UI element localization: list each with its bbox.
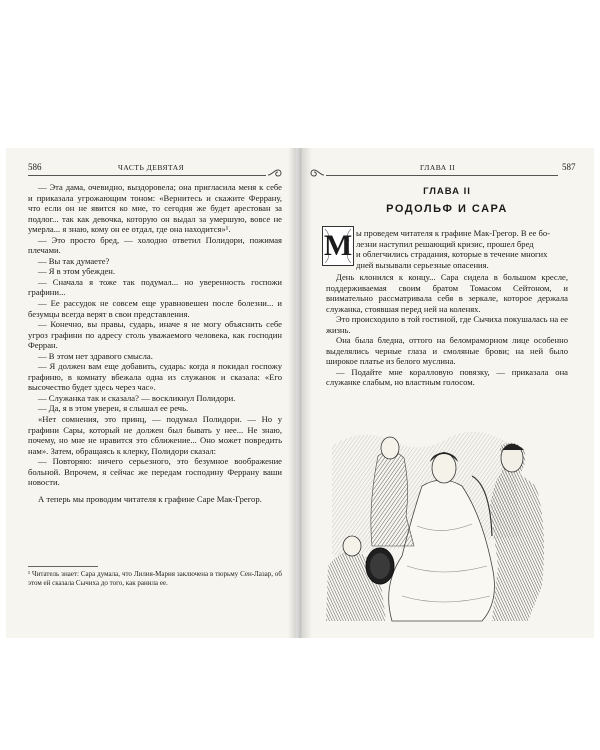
line: ы проведем читателя к графине Мак-Грегор. В ее бо-	[356, 228, 551, 238]
line: дней вызывали серьезные опасения.	[356, 259, 489, 270]
paragraph: — Я должен вам еще добавить, сударь: когда я покидал госпожу графиню, в комнату вбежала одна из служанок и сказала: «Его высочество будет здесь через час».	[28, 361, 282, 393]
book-gutter-shadow	[288, 148, 312, 638]
paragraph: — Конечно, вы правы, сударь, иначе я не могу объяснить себе угроз графини по адресу столь уважаемого человека, как господин Ферран.	[28, 319, 282, 351]
right-running-head: ГЛАВА II	[420, 163, 456, 172]
drop-cap	[322, 226, 354, 266]
left-body-text	[28, 182, 282, 504]
right-page-number: 587	[562, 162, 576, 172]
right-header-rule	[326, 175, 558, 176]
paragraph: Она была бледна, оттого на беломраморном лице особенно выделялись черные глаза и смоляные брови; на ней было широкое платье из белого муслина.	[326, 335, 568, 367]
footnote: ¹ Читатель знает: Сара думала, что Лилия-Мария заключена в тюрьму Сен-Лазар, об этом ей сказала Сычиха до того, как ранила ее.	[28, 570, 282, 587]
left-page	[6, 148, 296, 638]
paragraph: — Это просто бред, — холодно ответил Полидори, пожимая плечами.	[28, 234, 282, 256]
drop-cap-letter: М	[323, 229, 353, 262]
paragraph: — Вы так думаете?	[38, 255, 110, 266]
paragraph: — Эта дама, очевидно, выздоровела; она пригласила меня к себе и приказала угрожающим тоном: «Вернитесь и скажите Феррану, что если он не явится ко мне, то сегодня же будет арестован за подлог... так как девочка, которую он выдал за умершую, вовсе не умерла... я знаю, кому он ее отдал, где она находится»¹.	[28, 182, 282, 235]
footnote-rule	[28, 566, 98, 567]
left-running-head: ЧАСТЬ ДЕВЯТАЯ	[118, 163, 185, 172]
right-page	[300, 148, 594, 638]
paragraph: А теперь мы проводим читателя к графине Саре Мак-Грегор.	[38, 493, 262, 504]
paragraph: — Сначала я тоже так подумал... но уверенность госпожи графини...	[28, 276, 282, 298]
paragraph: День клонился к концу... Сара сидела в большом кресле, поддерживаемая своим братом Томасом Сейтоном, и внимательно рассматривала себя в зеркале, которое держала служанка, стоявшая перед ней на коленях.	[326, 272, 568, 314]
line: лезни наступил решающий кризис, прошел бред	[356, 238, 534, 249]
paragraph: — В этом нет здравого смысла.	[38, 350, 153, 361]
paragraph: — Да, я в этом уверен, я слышал ее речь.	[38, 403, 189, 414]
engraving-illustration	[322, 416, 568, 626]
paragraph: — Повторяю: ничего серьезного, это безумное воображение больной. Впрочем, я сейчас же передам господину Феррану ваши новости.	[28, 456, 282, 488]
paragraph: — Служанка так и сказала? — воскликнул Полидори.	[38, 392, 236, 403]
paragraph: — Подайте мне коралловую повязку, — приказала она служанке слабым, но властным голосом.	[326, 366, 568, 388]
chapter-opening-text	[356, 228, 568, 270]
book-spread	[0, 148, 600, 638]
left-header-rule	[28, 175, 266, 176]
right-body-text	[326, 272, 568, 388]
paragraph: Это происходило в той гостиной, где Сычиха покушалась на ее жизнь.	[326, 314, 568, 335]
left-page-number: 586	[28, 162, 42, 172]
paragraph: «Нет сомнения, это принц, — подумал Полидори. — Но у графини Сары, который не должен был бывать у нее... Не знаю, почему, но мне не нравится это сближение... Оно может повредить нам». Затем, обращаясь к клерку, Полидори сказал:	[28, 414, 282, 456]
paragraph: — Я в этом убежден.	[38, 266, 116, 277]
chapter-label: ГЛАВА II	[423, 186, 471, 197]
paragraph: — Ее рассудок не совсем еще уравновешен после болезни... и безумцы всегда верят в свои представления.	[28, 298, 282, 319]
line: и облегчились страдания, которые в течение многих	[356, 249, 548, 260]
flourish-ornament-icon	[268, 166, 284, 180]
chapter-title: РОДОЛЬФ И САРА	[386, 203, 508, 215]
